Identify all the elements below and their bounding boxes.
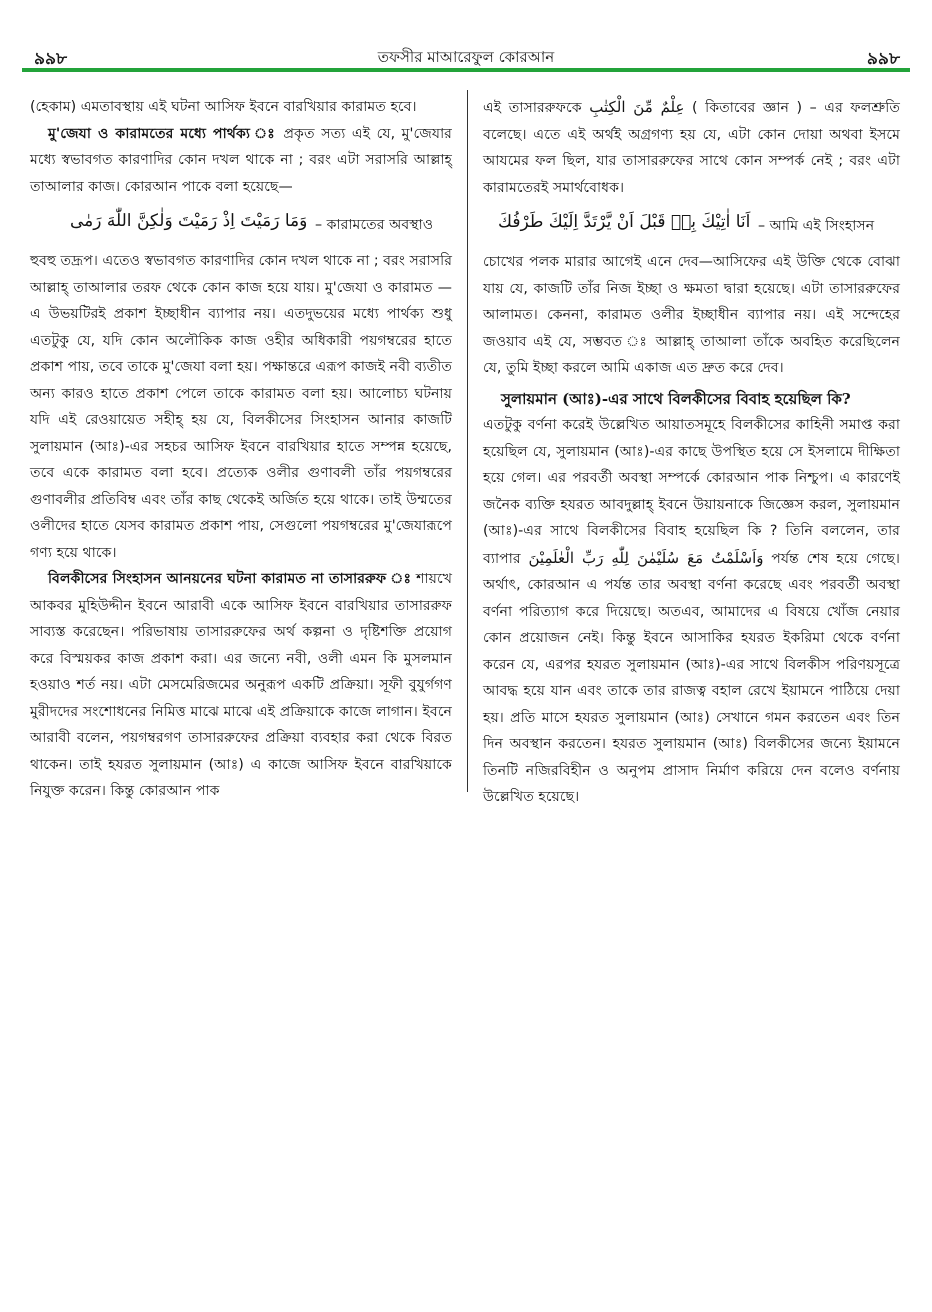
page-number-right: ৯৯৮ bbox=[866, 49, 900, 69]
arabic-verse-line bbox=[30, 200, 452, 248]
paragraph-text: শায়খে আকবর মুহিউদ্দীন ইবনে আরাবী একে আসিফ ইবনে বারখিয়ার তাসাররুফ সাব্যস্ত করেছেন। পরিভাষায় তাসাররুফের অর্থ কল্পনা ও দৃষ্টিশক্তি প্রয়োগ করে বিস্ময়কর কাজ প্রকাশ করা। এর জন্যে নবী, ওলী এমন কি মুসলমান হওয়াও শর্ত নয়। এটা মেসমেরিজমের অনুরূপ একটি প্রক্রিয়া। সূফী বুযুর্গগণ মুরীদদের সংশোধনের নিমিত্ত মাঝে মাঝে এই প্রক্রিয়াকে কাজে লাগান। ইবনে আরাবী বলেন, পয়গম্বরগণ তাসাররুফের প্রক্রিয়া ব্যবহার করা থেকে বিরত থাকেন। তাই হযরত সুলায়মান (আঃ) এ কাজে আসিফ ইবনে বারখিয়াকে নিযুক্ত করেন। কিন্তু কোরআন পাক bbox=[30, 571, 453, 799]
verse-gloss: – কারামতের অবস্থাও bbox=[315, 217, 434, 233]
paragraph: চোখের পলক মারার আগেই এনে দেব—আসিফের এই উক্তি থেকে বোঝা যায় যে, কাজটি তাঁর নিজ ইচ্ছা ও ক্ষমতা দ্বারা হয়েছে। এটা তাসাররুফের আলামত। কেননা, কারামত ওলীর ইচ্ছাধীন ব্যাপার নয়। এই সন্দেহের জওয়াব এই যে, সম্ভবত ঃ আল্লাহ্ তাআলা তাঁকে অবহিত করেছিলেন যে, তুমি ইচ্ছা করলে আমি একাজ এত দ্রুত করে দেব। bbox=[483, 254, 900, 376]
section-heading: মু'জেযা ও কারামতের মধ্যে পার্থক্য ঃ bbox=[48, 125, 277, 142]
section-heading: বিলকীসের সিংহাসন আনয়নের ঘটনা কারামত না তাসাররুফ ঃ bbox=[48, 571, 412, 587]
paragraph bbox=[30, 566, 452, 805]
paragraph-text: ( কিতাবের জ্ঞান ) – এর ফলশ্রুতি বলেছে। এতে এই অর্থই অগ্রগণ্য হয় যে, এটা কোন দোয়া অথবা ইসমে আযমের ফল ছিল, যার তাসাররুফের সাথে কোন সম্পর্ক নেই ; বরং এটা কারামতেরই সমার্থবোধক। bbox=[483, 100, 901, 196]
arabic-verse-line bbox=[483, 201, 900, 249]
running-title: তফসীর মাআরেফুল কোরআন bbox=[377, 48, 555, 66]
paragraph-text: এই তাসাররুফকে bbox=[483, 100, 582, 116]
paragraph-text: প্রকৃত সত্য এই যে, মু'জেযার মধ্যে স্বভাবগত কারণাদির কোন দখল থাকে না ; বরং এটা সরাসরি আল্লাহ্ তাআলার কাজ। কোরআন পাকে বলা হয়েছে— bbox=[30, 125, 452, 195]
arabic-verse: اَنَا اٰتِيْكَ بِهٖ قَبْلَ اَنْ يَّرْتَدَّ اِلَيْكَ طَرْفُكَ bbox=[498, 212, 751, 232]
paragraph bbox=[30, 121, 452, 201]
paragraph-text: এতটুকু বর্ণনা করেই উল্লেখিত আয়াতসমূহে বিলকীসের কাহিনী সমাপ্ত করা হয়েছিল যে, সুলায়মান (আঃ)-এর কাছে উপস্থিত হয়ে সে ইসলামে দীক্ষিতা হয়ে গেল। এর পরবর্তী অবস্থা সম্পর্কে কোরআন পাক নিশ্চুপ। এ কারণেই জনৈক ব্যক্তি হযরত আবদুল্লাহ্ ইবনে উয়ায়নাকে জিজ্ঞেস করল, সুলায়মান (আঃ)-এর সাথে বিলকীসের বিবাহ হয়েছিল কি ? তিনি বললেন, তার ব্যাপার bbox=[483, 417, 900, 567]
running-header bbox=[22, 38, 910, 72]
arabic-phrase: عِلْمٌ مِّنَ الْكِتٰبِ bbox=[589, 98, 685, 116]
right-column bbox=[483, 94, 900, 811]
paragraph: হুবহু তদ্রূপ। এতেও স্বভাবগত কারণাদির কোন দখল থাকে না ; বরং সরাসরি আল্লাহ্ তাআলার তরফ থেকে কোন কাজ হয়ে যায়। মু'জেযা ও কারামত — এ উভয়টিরই প্রকাশ ইচ্ছাধীন ব্যাপার নয়। এতদুভয়ের মধ্যে পার্থক্য শুধু এতটুকু যে, যদি কোন অলৌকিক কাজ ওহীর অধিকারী পয়গম্বরের হাতে প্রকাশ পায়, তবে তাকে মু'জেযা বলা হয়। পক্ষান্তরে এরূপ কাজই নবী ব্যতীত অন্য কারও হাতে প্রকাশ পেলে তাকে কারামত বলা হয়। আলোচ্য ঘটনায় যদি এই রেওয়ায়েত সহীহ্ হয় যে, বিলকীসের সিংহাসন আনার কাজটি সুলায়মান (আঃ)-এর সহচর আসিফ ইবনে বারখিয়ার হাতে সম্পন্ন হয়েছে, তবে একে কারামত বলা হবে। প্রত্যেক ওলীর গুণাবলী তাঁর পয়গম্বরের গুণাবলীর প্রতিবিম্ব এবং তাঁর কাছ থেকেই অর্জিত হয়ে থাকে। তাই উম্মতের ওলীদের হাতে যেসব কারামত প্রকাশ পায়, সেগুলো পয়গম্বরের মু'জেযারূপে গণ্য হয়ে থাকে। bbox=[30, 253, 452, 561]
paragraph bbox=[483, 412, 900, 811]
paragraph bbox=[483, 94, 900, 201]
left-column bbox=[30, 94, 452, 805]
paragraph-text: পর্যন্ত শেষ হয়ে গেছে। অর্থাৎ, কোরআন এ পর্যন্ত তার অবস্থা বর্ণনা করেছে এবং পরবর্তী অবস্থা বর্ণনা পরিত্যাগ করে দিয়েছে। অতএব, আমাদের এ বিষয়ে খোঁজ নেয়ার কোন প্রয়োজন নেই। কিন্তু ইবনে আসাকির হযরত ইকরিমা থেকে বর্ণনা করেন যে, এরপর হযরত সুলায়মান (আঃ)-এর সাথে বিলকীস পরিণয়সূত্রে আবদ্ধ হয়ে যান এবং তাকে তার রাজত্ব বহাল রেখে ইয়ামনে পাঠিয়ে দেয়া হয়। প্রতি মাসে হযরত সুলায়মান (আঃ) সেখানে গমন করতেন এবং তিন দিন অবস্থান করতেন। হযরত সুলায়মান (আঃ) বিলকীসের জন্যে ইয়ামনে তিনটি নজিরবিহীন ও অনুপম প্রাসাদ নির্মাণ করিয়ে দেন বলেও বর্ণনায় উল্লেখিত হয়েছে। bbox=[483, 550, 900, 805]
paragraph: (হেকাম) এমতাবস্থায় এই ঘটনা আসিফ ইবনে বারখিয়ার কারামত হবে। bbox=[30, 99, 417, 115]
arabic-phrase: وَاَسْلَمْتُ مَعَ سُلَيْمٰنَ لِلّٰهِ رَبِّ الْعٰلَمِيْنَ bbox=[528, 548, 764, 567]
section-heading: সুলায়মান (আঃ)-এর সাথে বিলকীসের বিবাহ হয়েছিল কি? bbox=[501, 389, 851, 408]
column-divider bbox=[467, 90, 468, 792]
verse-gloss: – আমি এই সিংহাসন bbox=[758, 218, 875, 234]
page-number-left: ৯৯৮ bbox=[34, 49, 68, 69]
arabic-verse: وَمَا رَمَيْتَ اِذْ رَمَيْتَ وَلٰكِنَّ اللّٰهَ رَمٰى bbox=[70, 211, 308, 231]
